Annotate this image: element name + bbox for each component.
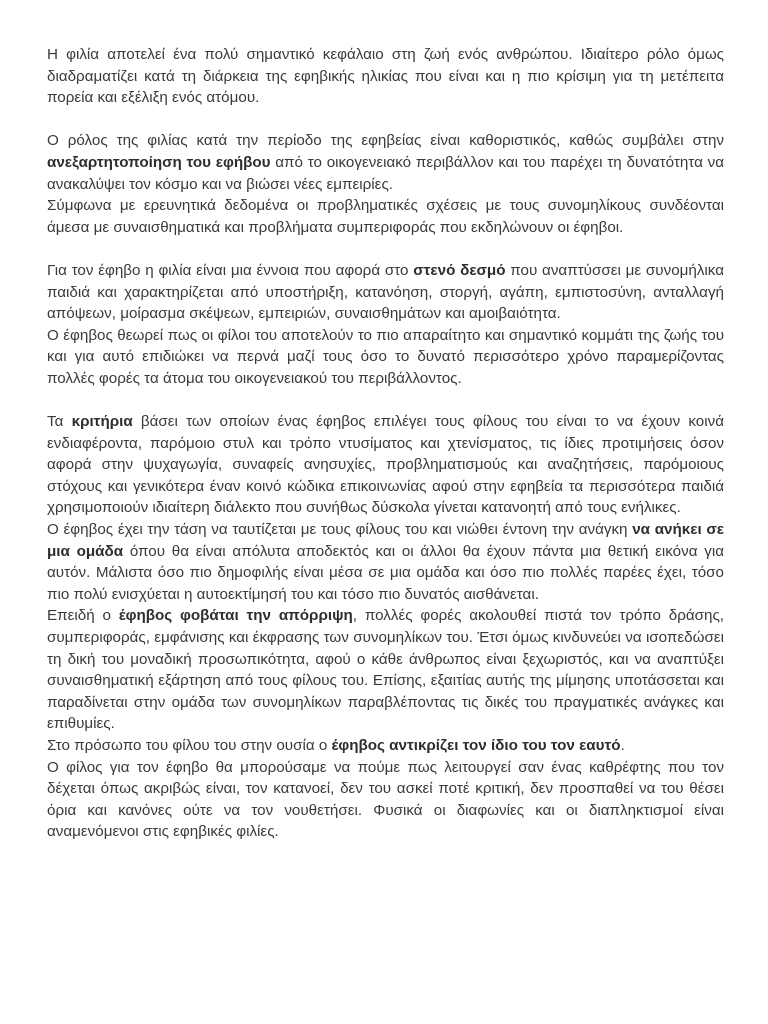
paragraph-10 xyxy=(47,757,724,843)
paragraph-9 xyxy=(47,735,724,757)
text-run: που αναπτύσσει με συνομήλικα παιδιά και χαρακτηρίζεται από υποστήριξη, κατανόηση, στοργή, αγάπη, εμπιστοσύνη, ανταλλαγή απόψεων, μοίρασμα σκέψεων, εμπειριών, συναισθημάτων και αμοιβαιότητα. xyxy=(47,261,724,323)
bold-phrase: ανεξαρτητοποίηση του εφήβου xyxy=(47,153,271,171)
bold-phrase: έφηβος αντικρίζει τον ίδιο του τον εαυτό xyxy=(331,737,621,754)
text-run: από το οικογενειακό περιβάλλον και του παρέχει τη δυνατότητα να ανακαλύψει τον κόσμο και να βιώσει νέες εμπειρίες. xyxy=(47,153,724,193)
text-run: βάσει των οποίων ένας έφηβος επιλέγει τους φίλους του είναι το να έχουν κοινά ενδιαφέροντα, παρόμοιο στυλ και τρόπο ντυσίματος και χτενίσματος, τις ίδιες προτιμήσεις όσον αφορά στην ψυχαγωγία, συναφείς ανησυχίες, προβληματισμούς και αναζητήσεις, παρόμοιους στόχους και γενικότερα έναν κοινό κώδικα επικοινωνίας αφού στην εφηβεία τα περισσότερα παιδιά χρησιμοποιούν ιδιαίτερη διάλεκτο που συνήθως δύσκολα γίνεται κατανοητή από τους ενήλικες. xyxy=(47,413,725,517)
bold-phrase: να ανήκει σε μια ομάδα xyxy=(47,521,724,560)
text-run: Ο φίλος για τον έφηβο θα μπορούσαμε να πούμε πως λειτουργεί σαν ένας καθρέφτης που τον δέχεται όπως ακριβώς είναι, τον κατανοεί, δεν του ασκεί ποτέ κριτική, δεν προσπαθεί να του θέσει όρια και κανόνες ούτε να τον νουθετήσει. Φυσικά οι διαφωνίες και οι διαπληκτισμοί είναι αναμενόμενοι στις εφηβικές φιλίες. xyxy=(47,758,724,841)
bold-phrase: κριτήρια xyxy=(71,413,133,431)
paragraph-1 xyxy=(47,44,724,109)
bold-phrase: στενό δεσμό xyxy=(413,261,506,279)
text-run: Επειδή ο xyxy=(47,607,119,625)
paragraph-3 xyxy=(47,195,724,238)
text-run: . xyxy=(620,737,625,754)
paragraph-6 xyxy=(47,411,724,519)
text-run: Η φιλία αποτελεί ένα πολύ σημαντικό κεφάλαιο στη ζωή ενός ανθρώπου. Ιδιαίτερο ρόλο όμως διαδραματίζει κατά τη διάρκεια της εφηβικής ηλικίας που είναι και η πιο κρίσιμη για τη μετέπειτα πορεία και εξέλιξη ενός ατόμου. xyxy=(47,46,724,107)
text-run: Στο πρόσωπο του φίλου του στην ουσία ο xyxy=(47,737,332,754)
paragraph-4 xyxy=(47,260,724,325)
text-run: Ο έφηβος έχει την τάση να ταυτίζεται με τους φίλους του και νιώθει έντονη την ανάγκη xyxy=(47,521,633,539)
text-run: , πολλές φορές ακολουθεί πιστά τον τρόπο δράσης, συμπεριφοράς, εμφάνισης και έκφρασης των συνομηλίκων του. Έτσι όμως κινδυνεύει να ισοπεδώσει τη δική του μοναδική προσωπικότητα, αφού ο κάθε άνθρωπος είναι ξεχωριστός, και να αναπτύξει συναισθηματική εξάρτηση από τους φίλους του. Επίσης, εξαιτίας αυτής της μίμησης υποτάσσεται και παραδίνεται στην ομάδα των συνομηλίκων παραβλέποντας τις δικές του πραγματικές ανάγκες και επιθυμίες. xyxy=(47,607,724,733)
paragraph-8 xyxy=(47,605,724,735)
bold-phrase: έφηβος φοβάται την απόρριψη xyxy=(118,607,353,625)
text-run: Σύμφωνα με ερευνητικά δεδομένα οι προβληματικές σχέσεις με τους συνομηλίκους συνδέονται άμεσα με συναισθηματικά και προβλήματα συμπεριφοράς που εκδηλώνουν οι έφηβοι. xyxy=(47,197,724,236)
paragraph-5 xyxy=(47,325,724,390)
text-run: Για τον έφηβο η φιλία είναι μια έννοια που αφορά στο xyxy=(47,261,414,279)
paragraph-2 xyxy=(47,130,724,195)
text-run: Ο έφηβος θεωρεί πως οι φίλοι του αποτελούν το πιο απαραίτητο και σημαντικό κομμάτι της ζωής του και για αυτό επιδιώκει να περνά μαζί τους όσο το δυνατό περισσότερο χρόνο παραμερίζοντας πολλές φορές τα άτομα του οικογενειακού του περιβάλλοντος. xyxy=(47,326,724,387)
text-run: όπου θα είναι απόλυτα αποδεκτός και οι άλλοι θα έχουν πάντα μια θετική εικόνα για αυτόν. Μάλιστα όσο πιο δημοφιλής είναι μέσα σε μια ομάδα και όσο πιο πολλές παρέες έχει, τόσο πιο πολύ ενισχύεται η αυτοεκτίμησή του και τόσο πιο δυνατός αισθάνεται. xyxy=(47,542,724,603)
text-run: Τα xyxy=(47,413,72,431)
paragraph-7 xyxy=(47,519,724,605)
text-run: Ο ρόλος της φιλίας κατά την περίοδο της εφηβείας είναι καθοριστικός, καθώς συμβάλει στην xyxy=(47,132,724,150)
